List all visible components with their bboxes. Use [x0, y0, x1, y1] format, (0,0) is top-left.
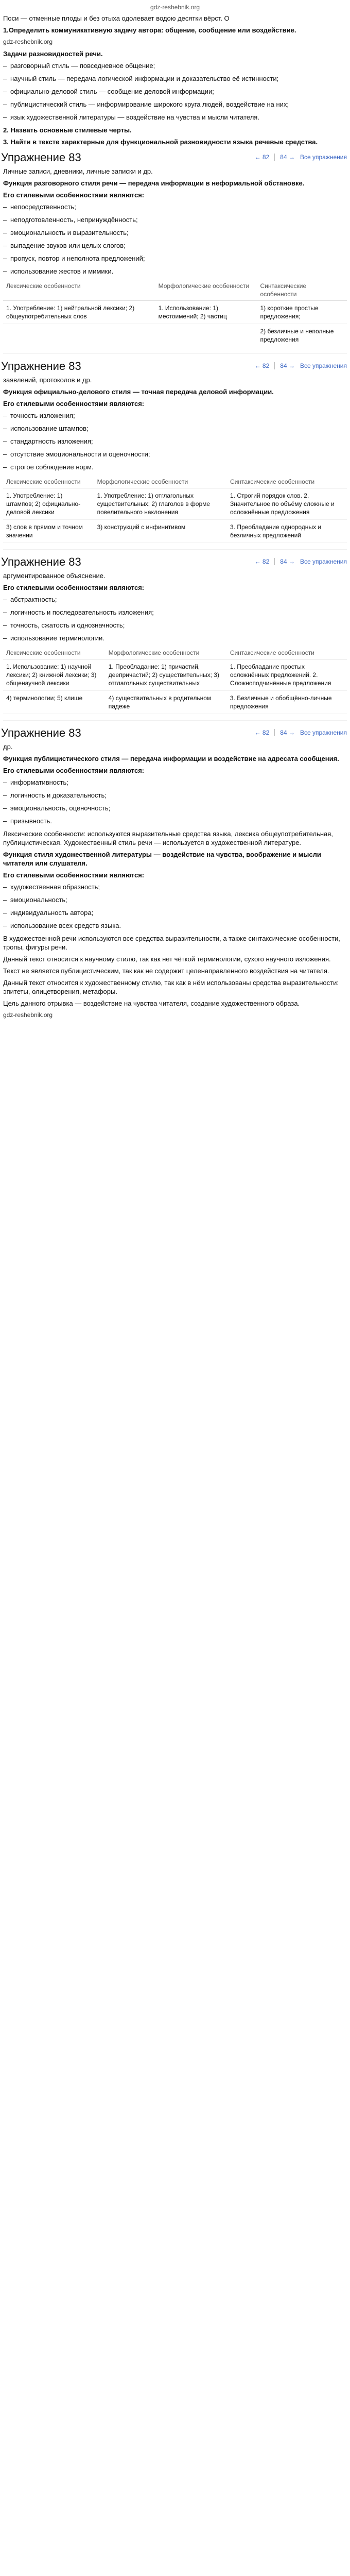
list-item: – эмоциональность и выразительность; — [3, 228, 347, 237]
table-row — [3, 301, 347, 324]
table-header: Лексические особенности — [3, 647, 106, 659]
table-cell — [94, 543, 227, 550]
list-item: – непосредственность; — [3, 202, 347, 211]
features-table — [3, 647, 347, 721]
prose: Данный текст относится к научному стилю, так как нет чёткой терминологии, сухого научного изложения. — [3, 955, 331, 963]
features-list — [3, 883, 347, 930]
table-row — [3, 691, 347, 714]
table-cell — [257, 347, 347, 354]
arrow-left-icon: ← — [254, 557, 261, 565]
next-exercise-link[interactable]: 84 → — [280, 153, 295, 161]
table-cell: 1. Строгий порядок слов. 2. Значительное по объёму сложные и осложнённые предложения — [227, 488, 347, 520]
list-item: – точность изложения; — [3, 411, 347, 420]
task-1: 1.Определить коммуникативную задачу автора: общение, сообщение или воздействие. — [3, 26, 296, 34]
table-row — [3, 659, 347, 691]
table-cell: 1. Употребление: 1) отглагольных существительных; 2) глаголов в форме повелительного наклонения — [94, 488, 227, 520]
list-item: – эмоциональность; — [3, 895, 347, 904]
exercise-nav-bar — [0, 554, 350, 569]
prose: Его стилевыми особенностями являются: — [3, 767, 145, 774]
nav-controls — [255, 153, 347, 162]
exercise-title: Упражнение 83 — [1, 359, 81, 372]
features-list — [3, 595, 347, 642]
table-cell: 1) короткие простые предложения; — [257, 301, 347, 324]
table-cell: 1. Употребление: 1) нейтральной лексики; 2) общеупотребительных слов — [3, 301, 155, 324]
prev-exercise-link[interactable]: ← 82 — [254, 362, 270, 369]
list-item: – точность, сжатость и однозначность; — [3, 621, 347, 630]
table-cell — [227, 543, 347, 550]
list-item: – язык художественной литературы — воздействие на чувства и мысли читателя. — [3, 113, 347, 122]
table-header: Синтаксические особенности — [227, 476, 347, 488]
prev-exercise-link[interactable]: ← 82 — [254, 153, 270, 161]
nav-controls — [255, 728, 347, 737]
exercise-title: Упражнение 83 — [1, 150, 81, 164]
prose: Функция официально-делового стиля — точная передача деловой информации. — [3, 388, 274, 396]
arrow-left-icon: ← — [254, 362, 261, 369]
prose: Данный текст относится к художественному стилю, так как в нём использованы средства выразительности: эпитеты, олицетворения, метафоры. — [3, 979, 339, 995]
all-exercises-link[interactable]: Все упражнения — [300, 153, 347, 161]
table-row — [3, 543, 347, 550]
table-cell: 3. Безличные и обобщённо-личные предложения — [227, 691, 347, 714]
prose: Его стилевыми особенностями являются: — [3, 871, 145, 879]
table-cell — [3, 324, 155, 347]
exercise-title: Упражнение 83 — [1, 555, 81, 568]
prose: др. — [3, 743, 13, 751]
list-item: – использование всех средств языка. — [3, 921, 347, 930]
table-cell: 3) конструкций с инфинитивом — [94, 520, 227, 543]
table-cell: 2) безличные и неполные предложения — [257, 324, 347, 347]
list-item: – официально-деловой стиль — сообщение деловой информации; — [3, 87, 347, 96]
table-cell: 4) терминологии; 5) клише — [3, 691, 106, 714]
list-item: – публицистический стиль — информирование широкого круга людей, воздействие на них; — [3, 100, 347, 109]
table-cell — [3, 347, 155, 354]
list-item: – использование жестов и мимики. — [3, 267, 347, 276]
table-cell — [106, 714, 227, 721]
table-header: Морфологические особенности — [94, 476, 227, 488]
divider — [274, 362, 275, 369]
arrow-right-icon: → — [288, 557, 295, 565]
table-header-row — [3, 647, 347, 659]
next-exercise-link[interactable]: 84 → — [280, 728, 295, 736]
all-exercises-link[interactable]: Все упражнения — [300, 557, 347, 565]
table-cell: 1. Употребление: 1) штампов; 2) официально-деловой лексики — [3, 488, 94, 520]
table-row — [3, 347, 347, 354]
table-cell — [3, 543, 94, 550]
prev-exercise-link[interactable]: ← 82 — [254, 728, 270, 736]
prose: аргументированное объяснение. — [3, 572, 106, 580]
list-item: – неподготовленность, непринуждённость; — [3, 215, 347, 224]
prose: Функция стиля художественной литературы — воздействие на чувства, воображение и мысли читателя или слушателя. — [3, 851, 321, 867]
prose: Текст не является публицистическим, так как не содержит целенаправленного воздействия на читателя. — [3, 967, 329, 975]
exercise-title: Упражнение 83 — [1, 726, 81, 739]
list-item: – отсутствие эмоциональности и оценочности; — [3, 450, 347, 459]
features-table — [3, 280, 347, 354]
table-header: Морфологические особенности — [106, 647, 227, 659]
list-item: – логичность и последовательность изложения; — [3, 608, 347, 617]
watermark: gdz-reshebnik.org — [3, 38, 53, 45]
all-exercises-link[interactable]: Все упражнения — [300, 728, 347, 736]
features-list — [3, 411, 347, 471]
table-header-row — [3, 280, 347, 301]
arrow-left-icon: ← — [254, 153, 261, 161]
nav-controls — [255, 362, 347, 370]
nav-controls — [255, 557, 347, 566]
table-cell: 1. Использование: 1) местоимений; 2) частиц — [155, 301, 257, 324]
table-row — [3, 324, 347, 347]
list-item: – стандартность изложения; — [3, 437, 347, 446]
prose: заявлений, протоколов и др. — [3, 376, 92, 384]
table-cell: 4) существительных в родительном падеже — [106, 691, 227, 714]
list-item: – призывность. — [3, 817, 347, 825]
site-watermark-top: gdz-reshebnik.org — [150, 4, 200, 11]
intro-text: Поси — отменные плоды и без отыха одолевает водою десятки вёрст. О — [3, 14, 230, 22]
table-row — [3, 714, 347, 721]
list-item: – информативность; — [3, 778, 347, 787]
list-item: – разговорный стиль — повседневное общение; — [3, 61, 347, 70]
list-item: – художественная образность; — [3, 883, 347, 891]
list-item: – абстрактность; — [3, 595, 347, 604]
task-2: Задачи разновидностей речи. — [3, 50, 103, 58]
prose: Его стилевыми особенностями являются: — [3, 400, 145, 408]
list-item: – использование терминологии. — [3, 634, 347, 642]
table-cell: 3) слов в прямом и точном значении — [3, 520, 94, 543]
table-row — [3, 520, 347, 543]
table-header: Синтаксические особенности — [257, 280, 347, 301]
speech-styles-list — [3, 61, 347, 122]
arrow-right-icon: → — [288, 362, 295, 369]
table-cell: 1. Преобладание: 1) причастий, деепричастий; 2) существительных; 3) отглагольных существительных — [106, 659, 227, 691]
prose: Его стилевыми особенностями являются: — [3, 191, 145, 199]
watermark: gdz-reshebnik.org — [3, 1011, 53, 1019]
divider — [274, 154, 275, 161]
all-exercises-link[interactable]: Все упражнения — [300, 362, 347, 369]
task-4: 3. Найти в тексте характерные для функциональной разновидности языка речевые средства. — [3, 138, 318, 146]
list-item: – индивидуальность автора; — [3, 908, 347, 917]
table-header: Лексические особенности — [3, 476, 94, 488]
table-cell — [155, 347, 257, 354]
list-item: – эмоциональность, оценочность; — [3, 804, 347, 812]
next-exercise-link[interactable]: 84 → — [280, 557, 295, 565]
prev-exercise-link[interactable]: ← 82 — [254, 557, 270, 565]
table-header-row — [3, 476, 347, 488]
table-cell — [227, 714, 347, 721]
table-header: Синтаксические особенности — [227, 647, 347, 659]
table-header: Лексические особенности — [3, 280, 155, 301]
prose: Его стилевыми особенностями являются: — [3, 584, 145, 591]
exercise-nav-bar — [0, 358, 350, 374]
list-item: – научный стиль — передача логической информации и доказательство её истинности; — [3, 74, 347, 83]
divider — [274, 558, 275, 565]
next-exercise-link[interactable]: 84 → — [280, 362, 295, 369]
table-cell: 1. Преобладание простых осложнённых предложений. 2. Сложноподчинённые предложения — [227, 659, 347, 691]
divider — [274, 729, 275, 736]
prose: В художественной речи используются все средства выразительности, а также синтаксические особенности, тропы, фигуры речи. — [3, 935, 340, 951]
document-page — [0, 0, 350, 1033]
list-item: – пропуск, повтор и неполнота предложений; — [3, 254, 347, 263]
table-cell — [155, 324, 257, 347]
list-item: – выпадение звуков или целых слогов; — [3, 241, 347, 250]
list-item: – логичность и доказательность; — [3, 791, 347, 800]
table-cell: 3. Преобладание однородных и безличных предложений — [227, 520, 347, 543]
exercise-nav-bar — [0, 725, 350, 740]
table-cell: 1. Использование: 1) научной лексики; 2) книжной лексики; 3) общенаучной лексики — [3, 659, 106, 691]
arrow-left-icon: ← — [254, 728, 261, 736]
features-list — [3, 778, 347, 825]
arrow-right-icon: → — [288, 153, 295, 161]
prose: Функция публицистического стиля — передача информации и воздействие на адресата сообщения. — [3, 755, 339, 762]
table-row — [3, 488, 347, 520]
table-header: Морфологические особенности — [155, 280, 257, 301]
table-cell — [3, 714, 106, 721]
prose: Лексические особенности: используются выразительные средства языка, лексика общеупотребительная, публицистическая. Художественный стиль речи — используется в художественной литературе. — [3, 830, 333, 846]
features-table — [3, 476, 347, 550]
arrow-right-icon: → — [288, 728, 295, 736]
prose: Цель данного отрывка — воздействие на чувства читателя, создание художественного образа. — [3, 999, 300, 1007]
exercise-nav-bar — [0, 149, 350, 165]
task-3: 2. Назвать основные стилевые черты. — [3, 126, 132, 134]
list-item: – использование штампов; — [3, 424, 347, 433]
prose: Личные записи, дневники, личные записки и др. — [3, 167, 153, 175]
list-item: – строгое соблюдение норм. — [3, 463, 347, 471]
features-list — [3, 202, 347, 276]
prose: Функция разговорного стиля речи — передача информации в неформальной обстановке. — [3, 179, 305, 187]
